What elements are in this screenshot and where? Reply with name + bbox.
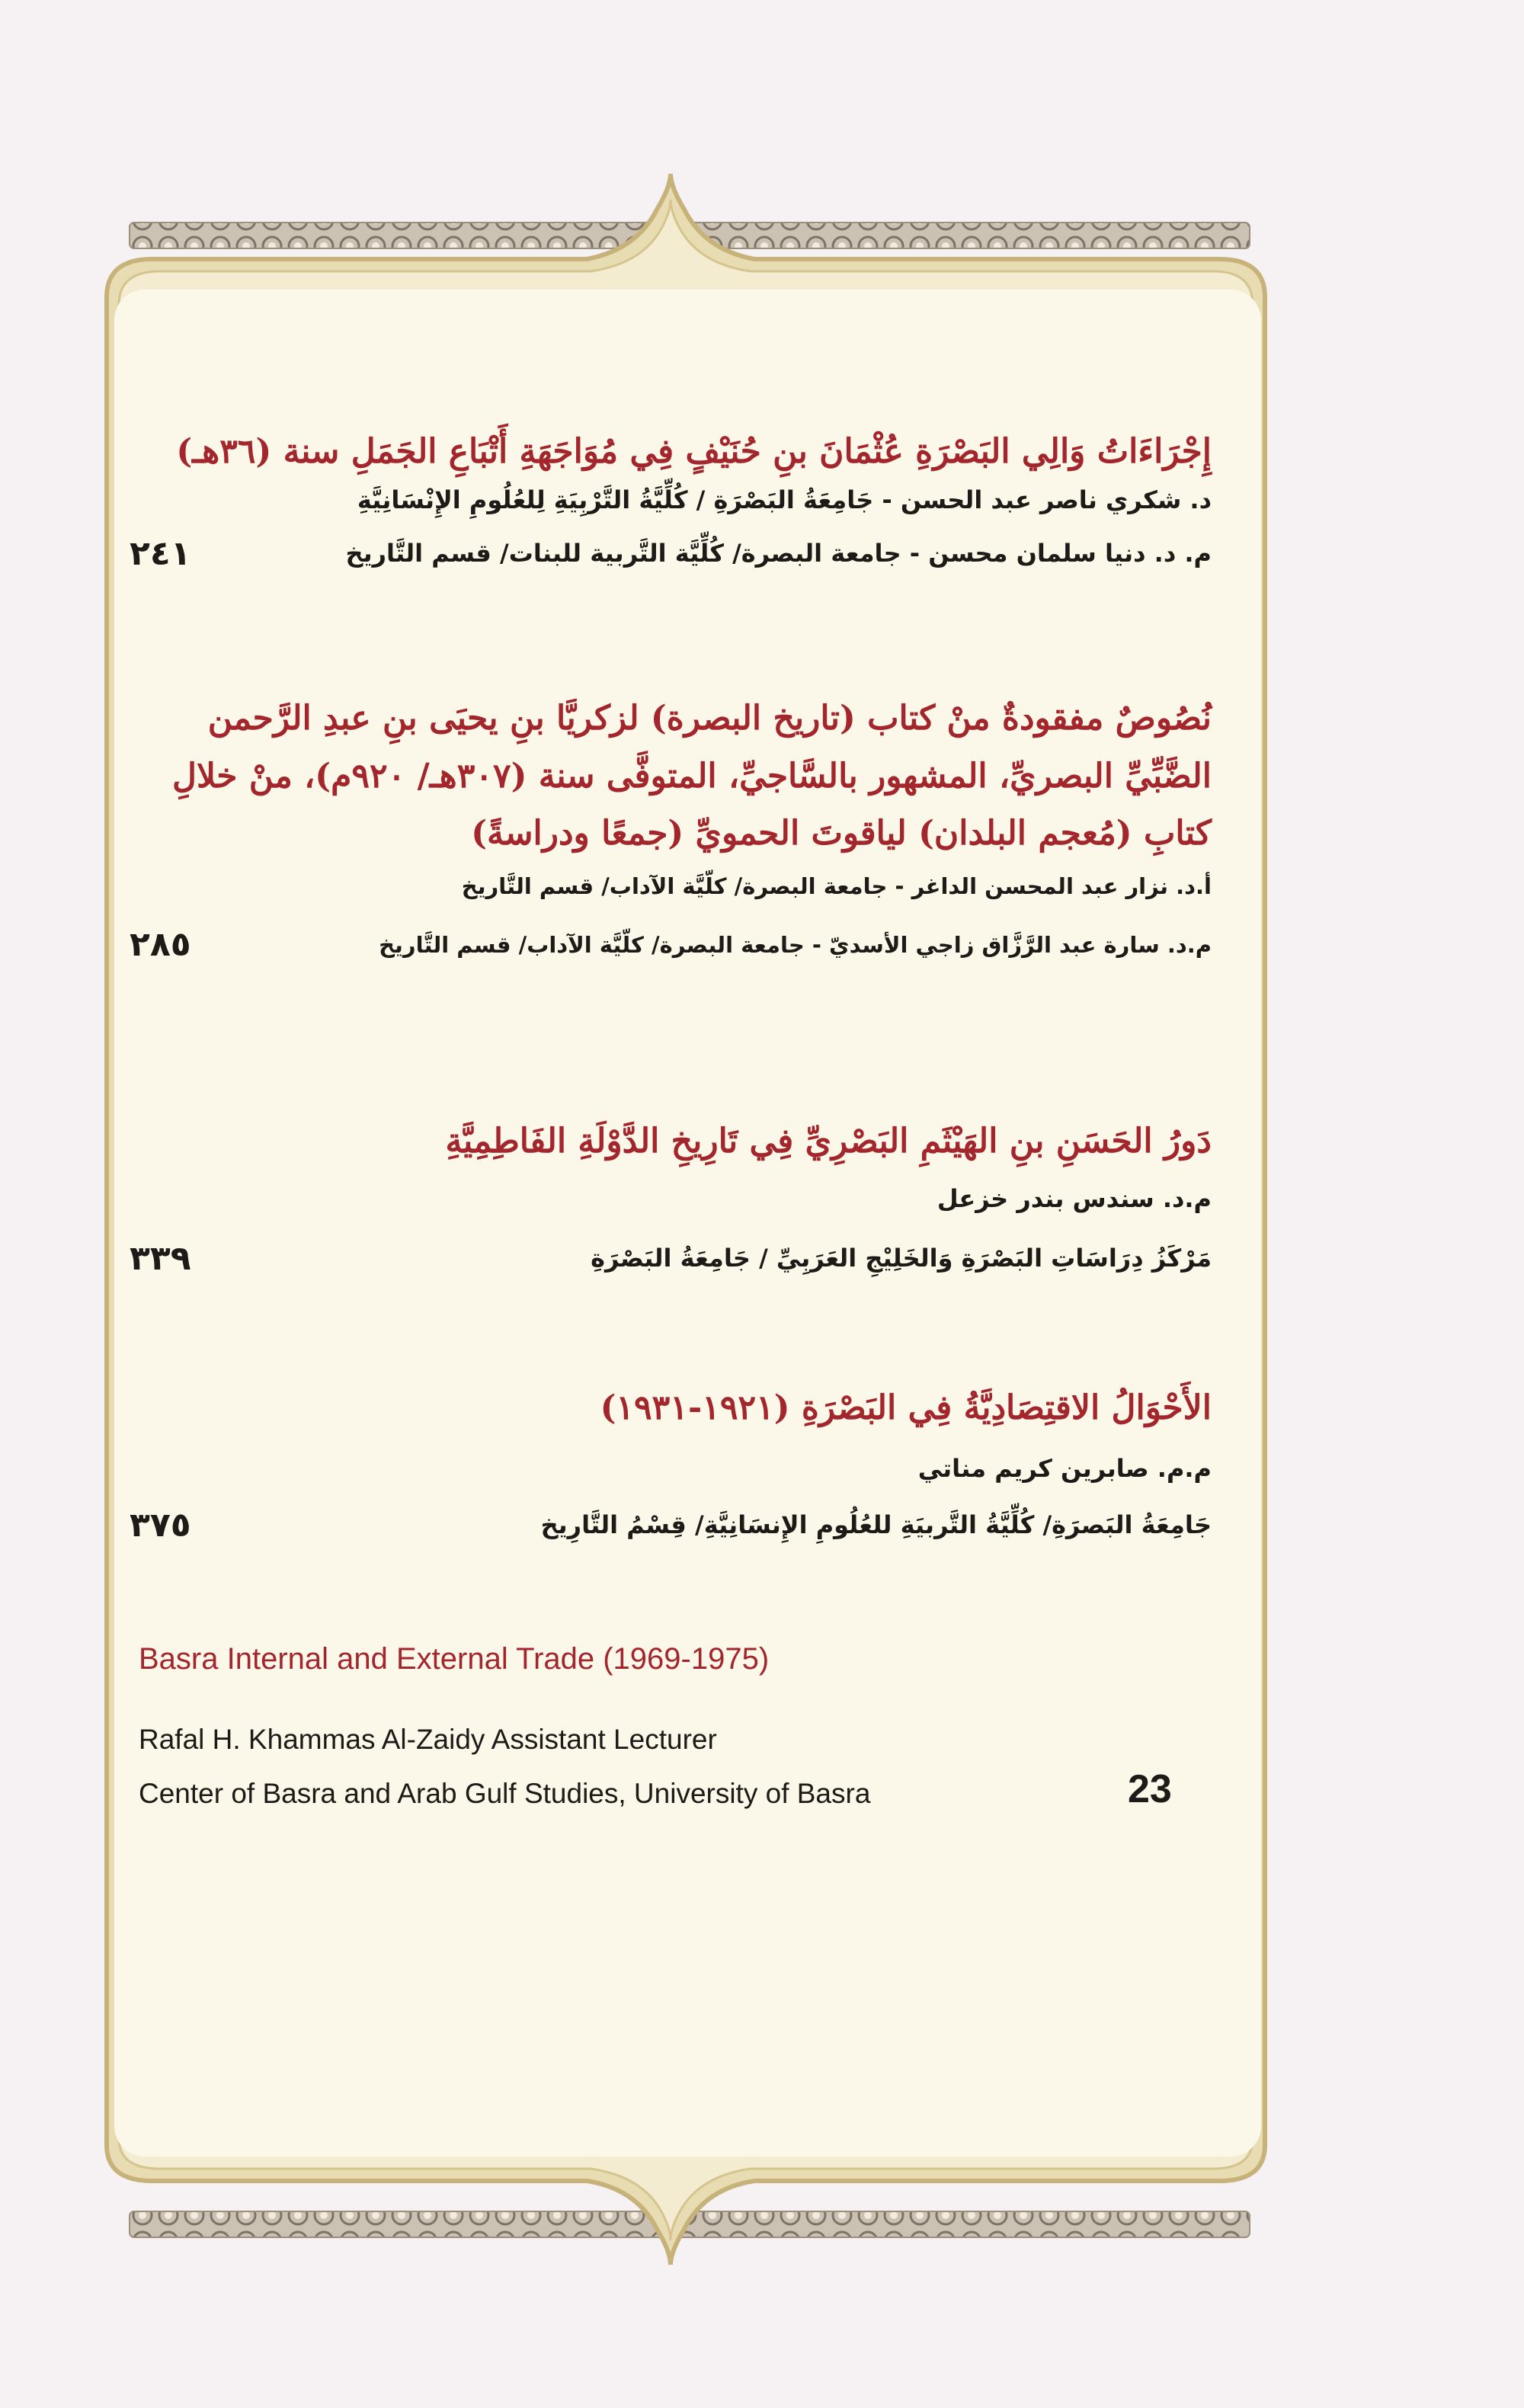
entry-2-author-1: أ.د. نزار عبد المحسن الداغر - جامعة البصرة/ كلّيَّة الآداب/ قسم التَّاريخ xyxy=(461,873,1212,900)
entry-4-last-row xyxy=(130,1506,1212,1545)
toc-entry-2 xyxy=(130,690,1212,964)
toc-entry-1 xyxy=(130,423,1212,573)
toc-entry-4 xyxy=(130,1379,1212,1545)
toc-entry-3 xyxy=(130,1113,1212,1278)
entry-2-author-2: م.د. سارة عبد الرَّزَّاق زاجي الأسديّ - جامعة البصرة/ كلّيَّة الآداب/ قسم التَّاريخ xyxy=(379,931,1212,958)
english-entry-affiliation: Center of Basra and Arab Gulf Studies, University of Basra xyxy=(139,1778,871,1809)
entry-1-author-1: د. شكري ناصر عبد الحسن - جَامِعَةُ البَصْرَةِ / كُلِّيَّةُ التَّرْبِيَةِ لِلعُلُومِ الإِنْسَانِيَّةِ xyxy=(357,485,1212,514)
entry-3-affiliation: مَرْكَزُ دِرَاسَاتِ البَصْرَةِ وَالخَلِيْجِ العَرَبِيِّ / جَامِعَةُ البَصْرَةِ xyxy=(591,1244,1212,1273)
entry-3-page-number: ٣٣٩ xyxy=(130,1238,191,1278)
entry-2-title-line-2: الضَّبِّيِّ البصريِّ، المشهور بالسَّاجيِّ، المتوفَّى سنة (٣٠٧هـ/ ٩٢٠م)، منْ خلالِ xyxy=(171,756,1212,796)
entry-2-last-row xyxy=(130,925,1212,964)
entry-3-title: دَورُ الحَسَنِ بنِ الهَيْثَمِ البَصْرِيِّ فِي تَارِيخِ الدَّوْلَةِ الفَاطِمِيَّةِ xyxy=(445,1122,1212,1161)
entry-2-title-line-1: نُصُوصٌ مفقودةٌ منْ كتاب (تاريخ البصرة) لزكريَّا بنِ يحيَى بنِ عبدِ الرَّحمن xyxy=(207,699,1212,738)
entry-1-page-number: ٢٤١ xyxy=(130,533,191,573)
entry-3-author-1: م.د. سندس بندر خزعل xyxy=(936,1183,1212,1213)
english-entry-author: Rafal H. Khammas Al-Zaidy Assistant Lecturer xyxy=(139,1724,717,1755)
english-entry-page-number: 23 xyxy=(1128,1767,1172,1811)
entry-1-last-row xyxy=(130,534,1212,573)
entry-2-page-number: ٢٨٥ xyxy=(130,925,191,965)
entry-4-title: الأَحْوَالُ الاقتِصَادِيَّةُ فِي البَصْرَةِ (١٩٢١-١٩٣١) xyxy=(600,1388,1212,1427)
entry-4-author-1: م.م. صابرين كريم مناتي xyxy=(917,1453,1212,1483)
entry-4-affiliation: جَامِعَةُ البَصرَةِ/ كُلِّيَّةُ التَّربيَةِ للعُلُومِ الإِنسَانِيَّةِ/ قِسْمُ التَّارِيخ xyxy=(540,1510,1212,1540)
entry-4-page-number: ٣٧٥ xyxy=(130,1505,191,1545)
entry-3-last-row xyxy=(130,1239,1212,1278)
entry-2-title-line-3: كتابِ (مُعجم البلدان) لياقوتَ الحمويِّ (جمعًا ودراسةً) xyxy=(471,814,1212,853)
entry-1-title: إِجْرَاءَاتُ وَالِي البَصْرَةِ عُثْمَانَ بنِ حُنَيْفٍ فِي مُوَاجَهَةِ أَتْبَاعِ الجَمَلِ سنة (٣٦هـ) xyxy=(176,432,1212,471)
english-entry-title: Basra Internal and External Trade (1969-1975) xyxy=(139,1642,770,1676)
entry-1-author-2: م. د. دنيا سلمان محسن - جامعة البصرة/ كُلِّيَّة التَّربية للبنات/ قسم التَّاريخ xyxy=(345,539,1212,568)
